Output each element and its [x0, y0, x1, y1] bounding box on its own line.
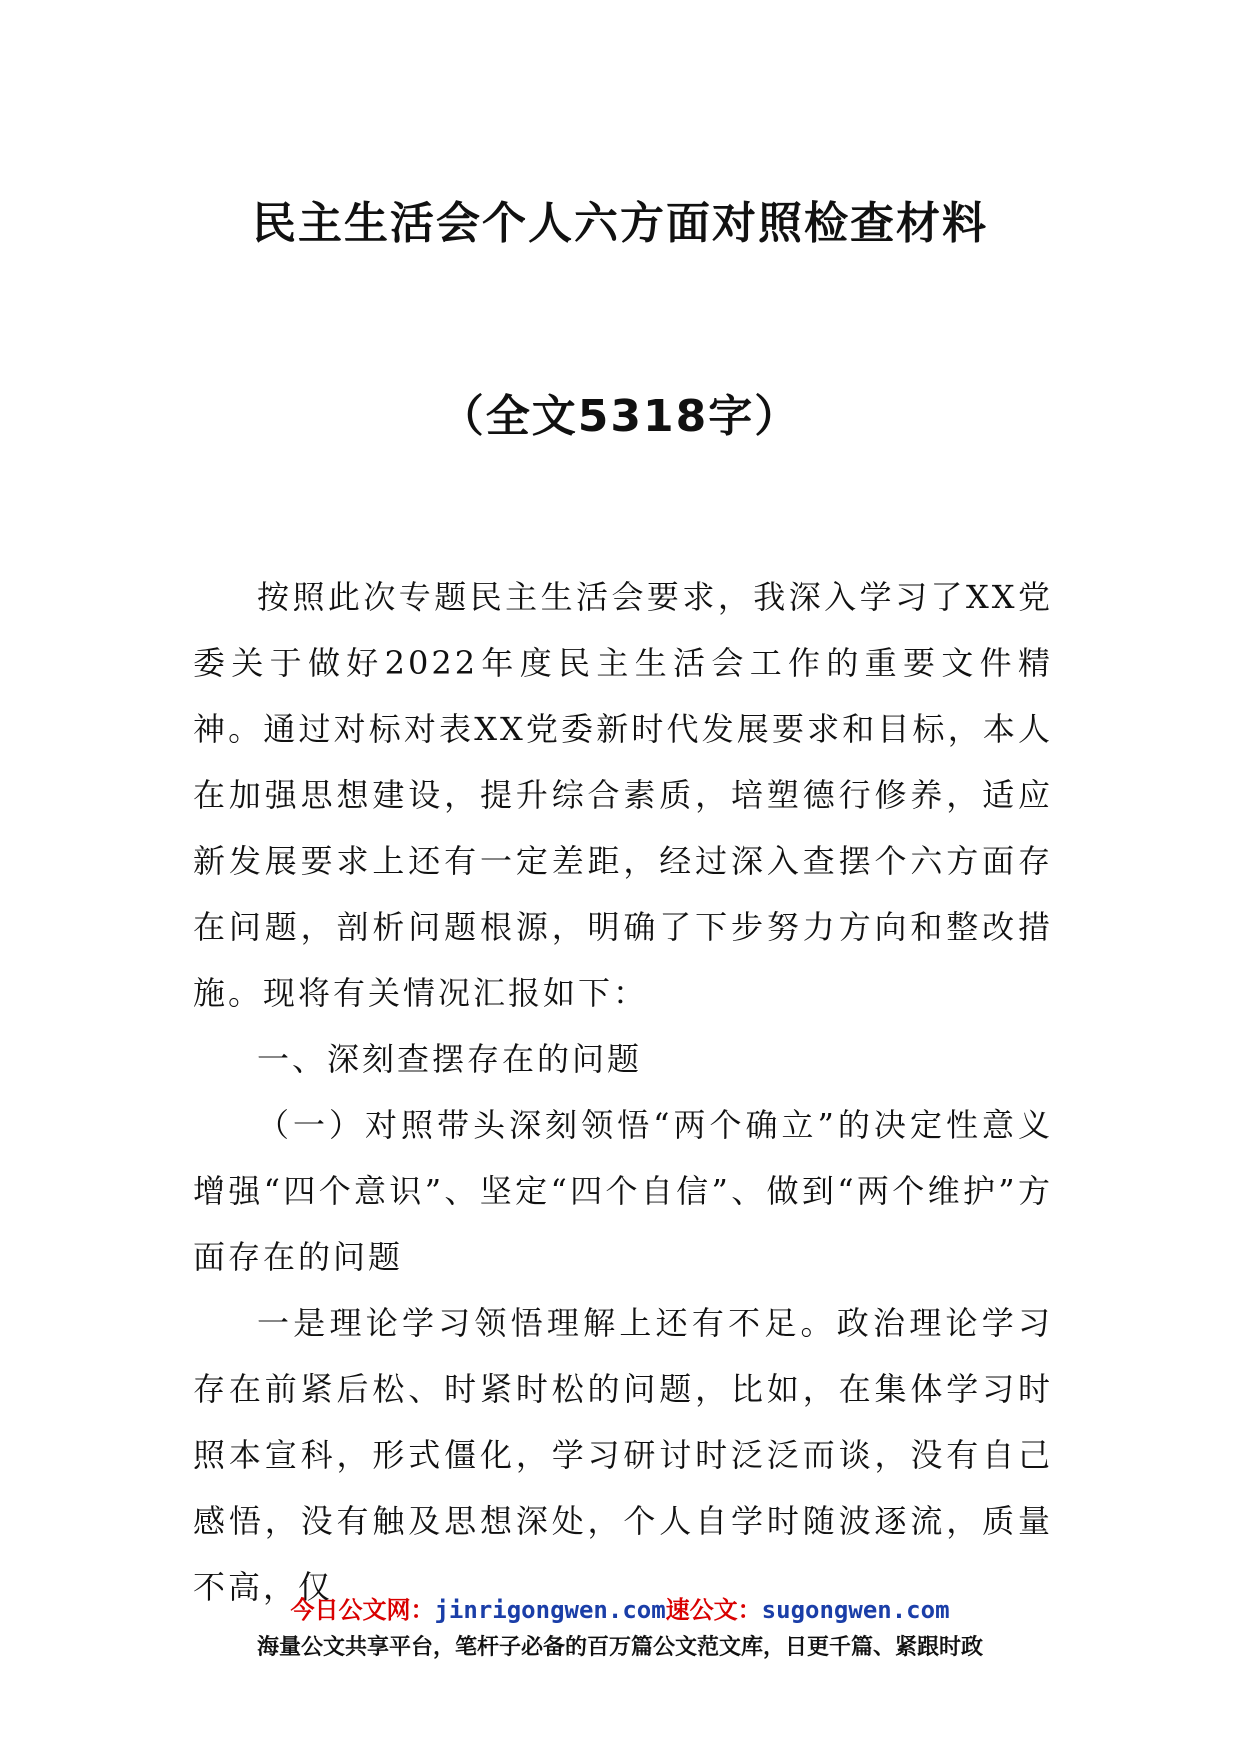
footer-label-jinri: 今日公文网：	[290, 1596, 435, 1624]
document-title: 民主生活会个人六方面对照检查材料	[252, 198, 988, 249]
document-subtitle: （全文5318字）	[439, 391, 801, 442]
footer-link-sugongwen[interactable]: sugongwen.com	[761, 1596, 950, 1624]
footer-slogan: 海量公文共享平台，笔杆子必备的百万篇公文范文库，日更千篇、紧跟时政	[256, 1635, 983, 1660]
footer-label-su: 速公文：	[665, 1596, 762, 1624]
body-paragraph: 一是理论学习领悟理解上还有不足。政治理论学习存在前紧后松、时紧时松的问题，比如，在集体学习时照本宣科，形式僵化，学习研讨时泛泛而谈，没有自己感悟，没有触及思想深处，个人自学时随波逐流，质量不高，仅	[193, 1304, 1053, 1606]
intro-paragraph: 按照此次专题民主生活会要求，我深入学习了XX党委关于做好2022年度民主生活会工作的重要文件精神。通过对标对表XX党委新时代发展要求和目标，本人在加强思想建设，提升综合素质，培塑德行修养，适应新发展要求上还有一定差距，经过深入查摆个六方面存在问题，剖析问题根源，明确了下步努力方向和整改措施。现将有关情况汇报如下：	[193, 578, 1053, 1012]
footer-links	[0, 1590, 1240, 1625]
section-heading: 一、深刻查摆存在的问题	[257, 1040, 643, 1078]
subsection-heading: （一）对照带头深刻领悟“两个确立”的决定性意义增强“四个意识”、坚定“四个自信”、做到“两个维护”方面存在的问题	[193, 1106, 1053, 1276]
footer-link-jinrigongwen[interactable]: jinrigongwen.com	[434, 1596, 666, 1624]
document-body	[193, 564, 1053, 1620]
